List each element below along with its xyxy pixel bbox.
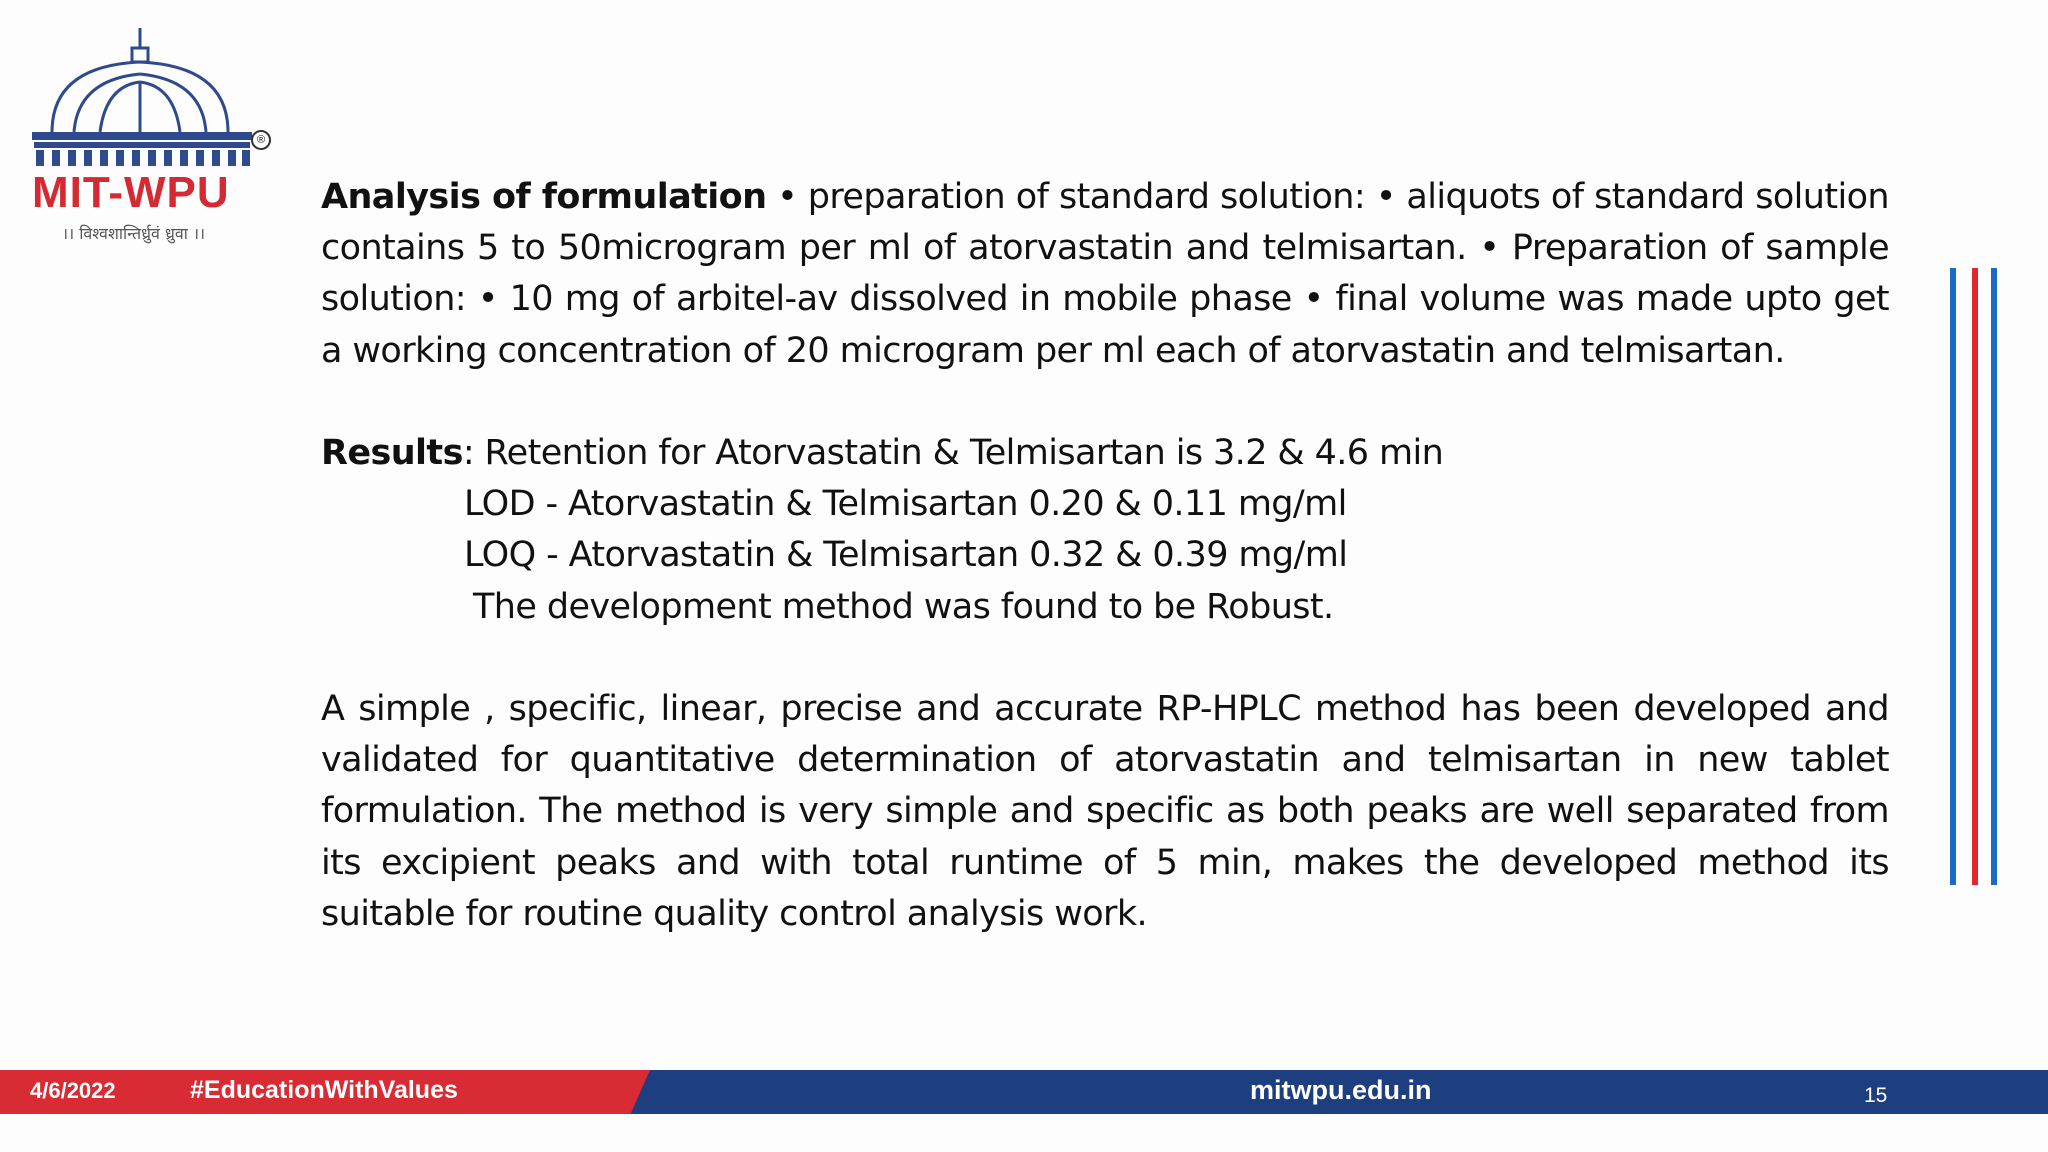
logo-name: MIT-WPU [32,168,230,217]
footer-bar [0,1070,2048,1114]
red-line [1972,268,1978,885]
analysis-heading: Analysis of formulation [321,177,767,217]
registered-mark: ® [251,130,271,150]
slide-content [321,172,1889,940]
page-number: 15 [1864,1084,1888,1107]
blue-line-right [1991,268,1997,885]
dome-icon [22,22,262,168]
footer-hashtag: #EducationWithValues [190,1076,458,1104]
analysis-body: • preparation of standard solution: • aliquots of standard solution contains 5 to 50microgram per ml of atorvastatin and telmisartan. • Preparation of sample solution: • 10 mg of arbitel-av dissolved in mobile phase • final volume was made upto get a working concentration of 20 microgram per ml each of atorvastatin and telmisartan. [321,177,1890,371]
footer-website: mitwpu.edu.in [1250,1075,1432,1105]
results-line-4: The development method was found to be Robust. [473,586,1334,627]
conclusion-paragraph: A simple , specific, linear, precise and accurate RP-HPLC method has been developed and validated for quantitative determination of atorvastatin and telmisartan in new tablet formulation. The method is very simple and specific as both peaks are well separated from its excipient peaks and with total runtime of 5 min, makes the developed method its suitable for routine quality control analysis work. [321,689,1889,934]
logo-motto: ।। विश्वशान्तिर्ध्रुवं ध्रुवा ।। [62,224,206,243]
mit-wpu-logo [22,22,266,252]
results-retention: : Retention for Atorvastatin & Telmisartan is 3.2 & 4.6 min [462,433,1444,473]
results-heading: Results [321,433,463,473]
results-line-3: LOQ - Atorvastatin & Telmisartan 0.32 & 0.39 mg/ml [464,535,1348,576]
results-line-1 [321,428,1889,479]
results-line-2: LOD - Atorvastatin & Telmisartan 0.20 & 0.11 mg/ml [464,484,1347,525]
analysis-paragraph [321,172,1889,377]
blue-line-left [1950,268,1956,885]
footer-date: 4/6/2022 [30,1078,116,1103]
